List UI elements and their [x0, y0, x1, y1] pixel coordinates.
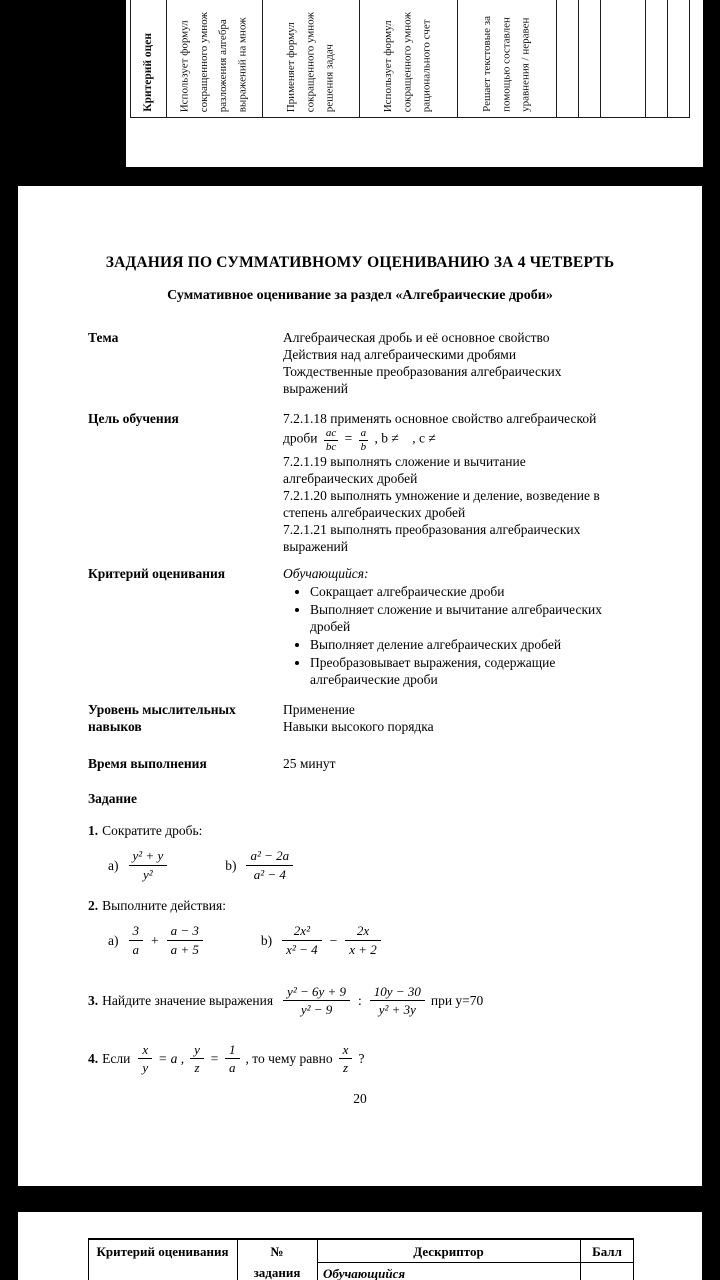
item-label: b) — [260, 933, 273, 949]
task2-expressions — [108, 923, 662, 957]
col-header-criteria: Критерий оценивания — [96, 1244, 229, 1259]
rotated-line: сокращенного умнож — [197, 11, 210, 112]
text-line: 7.2.1.21 выполнять преобразования алгебраических — [283, 522, 581, 538]
rotated-line: сокращенного умнож — [303, 11, 316, 112]
rotated-line: Критерий оцен — [141, 33, 154, 112]
table-line — [317, 1262, 634, 1263]
task-number: 3. — [88, 993, 99, 1009]
rotated-line: уравнения / неравен — [519, 17, 532, 112]
fraction: $\frac{10y - 30}{\text{y² + 3y}}$ — [370, 984, 425, 1018]
task1-head — [88, 822, 662, 839]
list-item: • Преобразовывает выражения, содержащие алгебраические дроби — [310, 654, 626, 688]
text-fragment: , b ≠ , c ≠ — [374, 430, 436, 446]
rotated-line: разложения алгебра — [217, 18, 229, 112]
col-header-task-no: № — [270, 1244, 284, 1259]
fraction: $\frac{a - 3}{a + 5}$ — [167, 923, 203, 957]
table-line — [645, 0, 646, 118]
col-header-descriptor: Дескриптор — [413, 1244, 484, 1259]
task-text: Если — [102, 1051, 131, 1067]
text-line: выражений — [283, 539, 349, 555]
fraction: $\frac{y}{z}$ — [190, 1042, 204, 1076]
row-content — [283, 565, 662, 689]
item-label: а) — [108, 857, 119, 873]
fraction: $\frac{\text{y² + y}}{\text{y²}}$ — [129, 848, 168, 882]
row-criteria — [88, 565, 662, 689]
rotated-text-4 — [478, 16, 536, 112]
task1-expressions — [108, 848, 662, 882]
rotated-line: Использует формул — [382, 20, 395, 112]
row-content — [283, 701, 662, 735]
task-number: 1. — [88, 823, 99, 839]
rotated-line: сокращенного умнож — [401, 11, 414, 112]
operator: + — [151, 933, 159, 949]
page-title: ЗАДАНИЯ ПО СУММАТИВНОМУ ОЦЕНИВАНИЮ ЗА 4 ЧЕТВЕРТЬ — [105, 254, 615, 271]
fraction: $\frac{\text{2x²}}{\text{x² − 4}}$ — [282, 923, 321, 957]
table-line — [130, 0, 131, 118]
fraction: $\frac{\text{y² − 6y + 9}}{\text{y² − 9}}$ — [283, 984, 350, 1018]
rotated-cell-1 — [166, 0, 262, 117]
row-goal — [88, 410, 662, 555]
task3 — [88, 984, 662, 1018]
fraction: $\frac{ac}{bc}$ — [325, 427, 337, 453]
rotated-line: рационального счет — [420, 19, 433, 112]
table-line — [88, 1238, 634, 1240]
operator: − — [329, 933, 338, 949]
list-item: • Выполняет сложение и вычитание алгебраических дробей — [310, 601, 626, 635]
rotated-line: решения задач — [323, 43, 336, 112]
fraction: $\frac{1}{a}$ — [225, 1042, 240, 1076]
table-line — [689, 0, 690, 118]
text-line: Алгебраическая дробь и её основное свойство — [283, 330, 550, 345]
task-number: 2. — [88, 898, 99, 914]
row-label: Время выполнения — [88, 756, 207, 772]
text-line: Применение — [283, 702, 355, 718]
operator: : — [358, 993, 362, 1009]
formula-line — [283, 427, 662, 453]
rotated-cell-3 — [359, 0, 457, 117]
rotated-line: помощью составлен — [499, 17, 512, 112]
table-line — [457, 0, 458, 118]
page-subtitle: Суммативное оценивание за раздел «Алгебраические дроби» — [167, 288, 553, 303]
text-fragment: дроби — [283, 430, 318, 446]
next-page-fragment — [18, 1212, 702, 1280]
table-line — [359, 0, 360, 118]
row-label: Цель обучения — [88, 411, 179, 426]
row-content — [283, 329, 662, 397]
task-text: Найдите значение выражения — [102, 993, 274, 1009]
fraction: $\frac{2x}{x + 2}$ — [345, 923, 381, 957]
text-line: Навыки высокого порядка — [283, 719, 434, 735]
table-line — [578, 0, 579, 118]
previous-page-fragment — [126, 0, 703, 167]
text-line: 7.2.1.18 применять основное свойство алгебраической — [283, 411, 597, 426]
row-time — [88, 755, 662, 772]
rotated-header-cell — [130, 0, 166, 117]
item-label: b) — [225, 857, 237, 873]
fraction: $\frac{x}{z}$ — [339, 1042, 353, 1076]
col-header-task-no-line2: задания — [253, 1265, 301, 1280]
item-label: а) — [108, 933, 119, 949]
fraction: $\frac{a}{b}$ — [360, 427, 367, 453]
row-label: Тема — [88, 330, 119, 345]
rotated-line: Решает текстовые за — [480, 16, 493, 112]
text-line: выражений — [283, 381, 349, 396]
meta-table — [88, 329, 662, 772]
text-line: 7.2.1.20 выполнять умножение и деление, возведение в — [283, 488, 600, 504]
row-level — [88, 701, 662, 735]
row-content — [283, 755, 662, 772]
row-tema — [88, 329, 662, 397]
task4 — [88, 1042, 662, 1076]
rotated-line: выражений на множ — [236, 17, 249, 112]
equation-fragment: = a , — [158, 1051, 185, 1067]
criteria-list — [283, 583, 626, 688]
list-item: • Выполняет деление алгебраических дробей — [310, 636, 626, 653]
table-line — [600, 0, 601, 118]
rotated-line: Применяет формул — [284, 22, 297, 112]
criteria-table — [88, 1238, 634, 1280]
text-line: степень алгебраических дробей — [283, 505, 466, 521]
rotated-text-1 — [176, 12, 253, 112]
table-line — [556, 0, 557, 118]
fraction: $\frac{x}{y}$ — [138, 1042, 152, 1076]
list-item: • Сокращает алгебраические дроби — [310, 583, 626, 600]
row-content — [283, 410, 662, 555]
table-line — [262, 0, 263, 118]
table-line — [667, 0, 668, 118]
text-line: алгебраических дробей — [283, 471, 418, 487]
fraction: $\frac{\text{a² − 2a}}{\text{a² − 4}}$ — [246, 848, 293, 882]
fraction: $\frac{3}{a}$ — [129, 923, 144, 957]
question-mark: ? — [358, 1051, 365, 1067]
equation-fragment: = — [209, 1051, 220, 1067]
row-label: Критерий оценивания — [88, 566, 226, 582]
page-number: 20 — [353, 1091, 367, 1106]
text-line: Обучающийся: — [283, 566, 369, 582]
tasks-header: Задание — [88, 791, 138, 807]
document-page — [18, 186, 702, 1186]
text-fragment: = — [344, 430, 353, 446]
tasks-section — [88, 790, 662, 1076]
rotated-line: Использует формул — [178, 20, 191, 112]
rotated-header-text — [136, 33, 160, 112]
task-text: , то чему равно — [245, 1051, 333, 1067]
text-line: Действия над алгебраическими дробями — [283, 347, 517, 362]
task-text: Сократите дробь: — [102, 823, 203, 839]
rotated-cell-2 — [262, 0, 359, 117]
rotated-cell-4 — [457, 0, 556, 117]
task-number: 4. — [88, 1051, 99, 1067]
rotated-text-3 — [379, 12, 437, 112]
table-line — [130, 117, 690, 118]
col-header-score: Балл — [592, 1244, 622, 1259]
row-label: Уровень мыслительных навыков — [88, 702, 236, 735]
condition-text: при y=70 — [430, 993, 484, 1009]
table-line — [166, 0, 167, 118]
rotated-text-2 — [282, 12, 340, 112]
text-line: Тождественные преобразования алгебраических — [283, 364, 562, 379]
text-line: 25 минут — [283, 756, 336, 772]
task2-head — [88, 897, 662, 914]
text-line: 7.2.1.19 выполнять сложение и вычитание — [283, 454, 526, 470]
descriptor-cell-text: Обучающийся — [323, 1266, 406, 1280]
task-text: Выполните действия: — [102, 898, 226, 914]
